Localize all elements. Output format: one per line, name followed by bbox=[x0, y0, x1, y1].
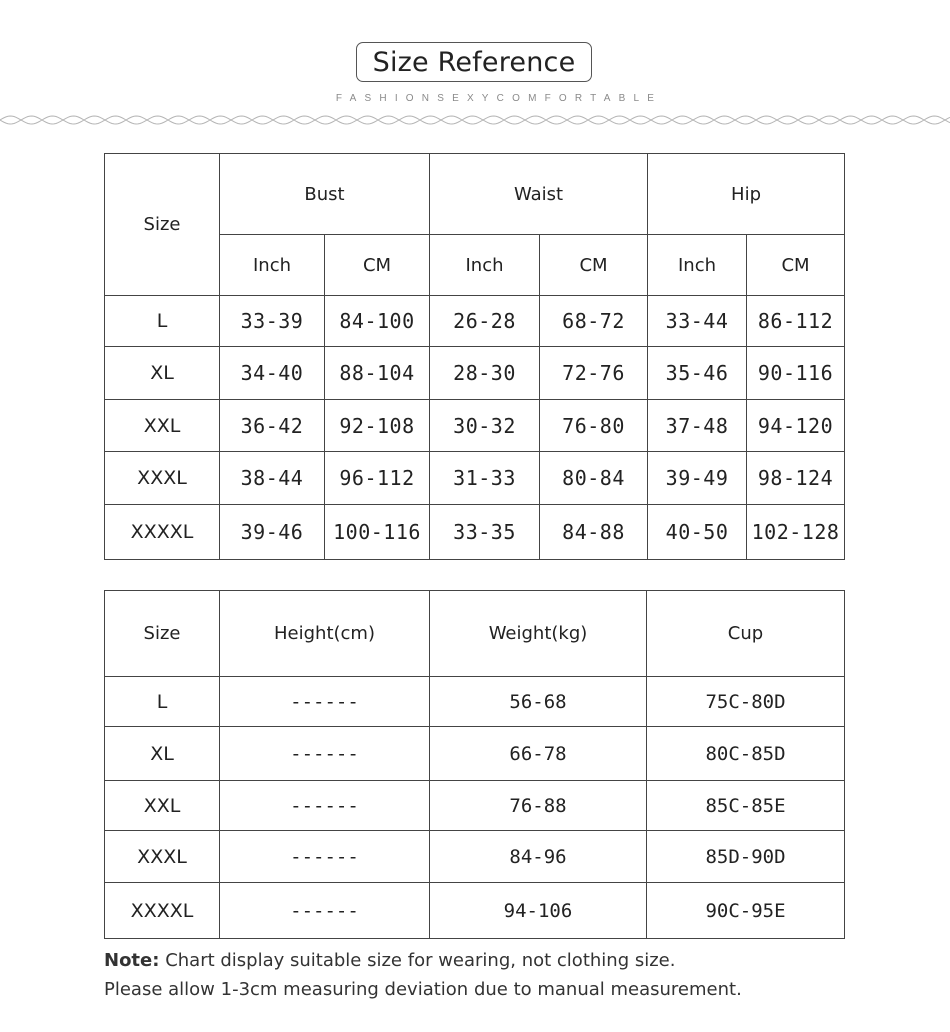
height-cell: ------ bbox=[220, 831, 430, 883]
value-cell: 35-46 bbox=[648, 347, 747, 400]
value-cell: 33-35 bbox=[430, 505, 540, 560]
value-cell: 68-72 bbox=[540, 296, 648, 347]
table-row bbox=[105, 347, 845, 400]
value-cell: 39-46 bbox=[220, 505, 325, 560]
size-cell: XXL bbox=[105, 781, 220, 831]
weight-cell: 84-96 bbox=[430, 831, 647, 883]
value-cell: 102-128 bbox=[747, 505, 845, 560]
weight-cell: 76-88 bbox=[430, 781, 647, 831]
value-cell: 33-39 bbox=[220, 296, 325, 347]
cup-cell: 85D-90D bbox=[647, 831, 845, 883]
table-row bbox=[105, 452, 845, 505]
value-cell: 84-88 bbox=[540, 505, 648, 560]
value-cell: 94-120 bbox=[747, 400, 845, 452]
fit-table bbox=[104, 590, 845, 939]
table-row bbox=[105, 400, 845, 452]
wave-divider bbox=[0, 110, 950, 132]
unit-header: CM bbox=[325, 235, 430, 296]
unit-header: Inch bbox=[220, 235, 325, 296]
value-cell: 28-30 bbox=[430, 347, 540, 400]
size-header: Size bbox=[105, 591, 220, 677]
note-text-1: Chart display suitable size for wearing, not clothing size. bbox=[165, 950, 676, 971]
value-cell: 37-48 bbox=[648, 400, 747, 452]
waist-header: Waist bbox=[430, 154, 648, 235]
value-cell: 90-116 bbox=[747, 347, 845, 400]
value-cell: 72-76 bbox=[540, 347, 648, 400]
cup-cell: 90C-95E bbox=[647, 883, 845, 939]
page-subtitle: FASHIONSEXYCOMFORTABLE bbox=[335, 93, 663, 104]
value-cell: 98-124 bbox=[747, 452, 845, 505]
page-title: Size Reference bbox=[356, 42, 592, 82]
cup-header: Cup bbox=[647, 591, 845, 677]
value-cell: 80-84 bbox=[540, 452, 648, 505]
value-cell: 96-112 bbox=[325, 452, 430, 505]
table-row bbox=[105, 883, 845, 939]
size-cell: XL bbox=[105, 347, 220, 400]
value-cell: 34-40 bbox=[220, 347, 325, 400]
value-cell: 40-50 bbox=[648, 505, 747, 560]
value-cell: 33-44 bbox=[648, 296, 747, 347]
value-cell: 36-42 bbox=[220, 400, 325, 452]
size-cell: XXXXL bbox=[105, 505, 220, 560]
cup-cell: 80C-85D bbox=[647, 727, 845, 781]
value-cell: 88-104 bbox=[325, 347, 430, 400]
unit-header: Inch bbox=[648, 235, 747, 296]
table-row bbox=[105, 505, 845, 560]
unit-header: Inch bbox=[430, 235, 540, 296]
weight-cell: 56-68 bbox=[430, 677, 647, 727]
size-cell: L bbox=[105, 677, 220, 727]
note-text-2: Please allow 1-3cm measuring deviation due to manual measurement. bbox=[104, 979, 742, 1000]
table-row bbox=[105, 781, 845, 831]
value-cell: 31-33 bbox=[430, 452, 540, 505]
table-row bbox=[105, 727, 845, 781]
bust-header: Bust bbox=[220, 154, 430, 235]
unit-header: CM bbox=[747, 235, 845, 296]
size-cell: XXXL bbox=[105, 452, 220, 505]
size-cell: XXL bbox=[105, 400, 220, 452]
height-cell: ------ bbox=[220, 677, 430, 727]
value-cell: 76-80 bbox=[540, 400, 648, 452]
value-cell: 30-32 bbox=[430, 400, 540, 452]
height-header: Height(cm) bbox=[220, 591, 430, 677]
value-cell: 84-100 bbox=[325, 296, 430, 347]
table-row bbox=[105, 296, 845, 347]
size-cell: L bbox=[105, 296, 220, 347]
measurement-table bbox=[104, 153, 845, 560]
table-row bbox=[105, 677, 845, 727]
size-cell: XXXL bbox=[105, 831, 220, 883]
height-cell: ------ bbox=[220, 781, 430, 831]
value-cell: 86-112 bbox=[747, 296, 845, 347]
height-cell: ------ bbox=[220, 727, 430, 781]
value-cell: 26-28 bbox=[430, 296, 540, 347]
weight-cell: 94-106 bbox=[430, 883, 647, 939]
weight-cell: 66-78 bbox=[430, 727, 647, 781]
table-row bbox=[105, 831, 845, 883]
size-cell: XXXXL bbox=[105, 883, 220, 939]
value-cell: 100-116 bbox=[325, 505, 430, 560]
value-cell: 39-49 bbox=[648, 452, 747, 505]
cup-cell: 75C-80D bbox=[647, 677, 845, 727]
note-label: Note: bbox=[104, 950, 160, 971]
hip-header: Hip bbox=[648, 154, 845, 235]
note-line-1 bbox=[104, 950, 944, 971]
height-cell: ------ bbox=[220, 883, 430, 939]
size-header: Size bbox=[105, 154, 220, 296]
value-cell: 92-108 bbox=[325, 400, 430, 452]
unit-header: CM bbox=[540, 235, 648, 296]
cup-cell: 85C-85E bbox=[647, 781, 845, 831]
weight-header: Weight(kg) bbox=[430, 591, 647, 677]
size-cell: XL bbox=[105, 727, 220, 781]
value-cell: 38-44 bbox=[220, 452, 325, 505]
